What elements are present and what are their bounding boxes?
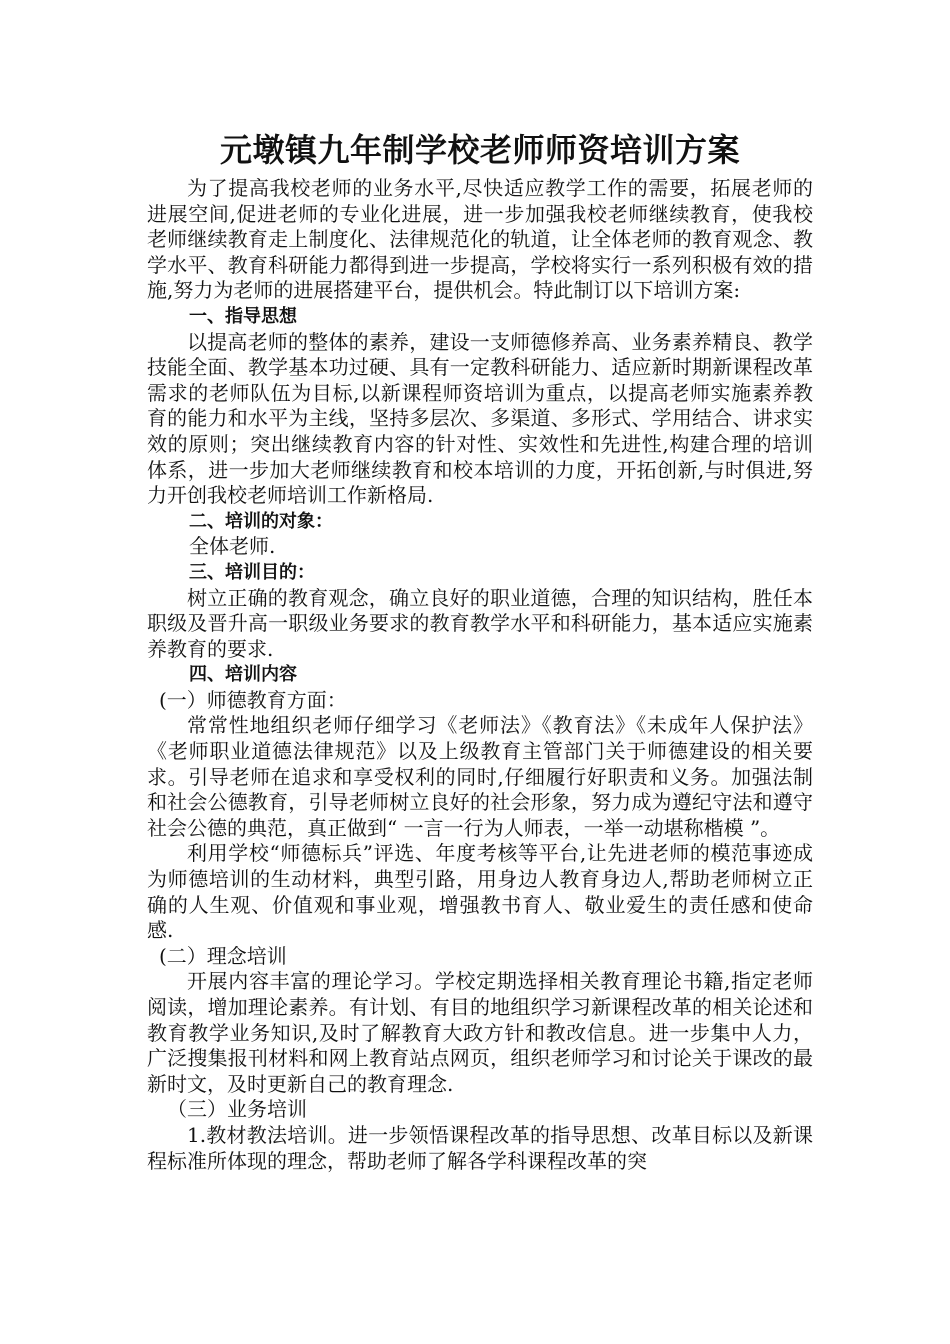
document-page	[147, 128, 813, 1174]
section-heading-training-purpose: 三、培训目的：	[189, 561, 315, 583]
training-purpose-paragraph: 树立正确的教育观念，确立良好的职业道德，合理的知识结构，胜任本职级及晋升高一职级业务要求的教育教学水平和科研能力，基本适应实施素养教育的要求.	[147, 585, 813, 661]
training-targets-text: 全体老师.	[189, 534, 276, 559]
document-title: 元墩镇九年制学校老师师资培训方案	[219, 131, 740, 169]
concept-paragraph: 开展内容丰富的理论学习。学校定期选择相关教育理论书籍,指定老师阅读，增加理论素养。有计划、有目的地组织学习新课程改革的相关论述和教育教学业务知识,及时了解教育大政方针和教改信息。进一步集中人力，广泛搜集报刊材料和网上教育站点网页，组织老师学习和讨论关于课改的最新时文，及时更新自己的教育理念.	[147, 969, 813, 1096]
section-heading-guiding-ideology: 一、指导思想	[189, 305, 297, 327]
guiding-ideology-paragraph: 以提高老师的整体的素养，建设一支师德修养高、业务素养精良、教学技能全面、教学基本功过硬、具有一定教科研能力、适应新时期新课程改革需求的老师队伍为目标,以新课程师资培训为重点，以提高老师实施素养教育的能力和水平为主线，坚持多层次、多渠道、多形式、学用结合、讲求实效的原则；突出继续教育内容的针对性、实效性和先进性,构建合理的培训体系，进一步加大老师继续教育和校本培训的力度，开拓创新,与时俱进,努力开创我校老师培训工作新格局.	[147, 329, 813, 508]
subsection-heading-concept: (二）理念培训	[159, 943, 287, 968]
section-heading-training-content: 四、培训内容	[189, 664, 297, 686]
business-paragraph-1: 1.教材教法培训。进一步领悟课程改革的指导思想、改革目标以及新课程标准所体现的理念，帮助老师了解各学科课程改革的突	[147, 1122, 813, 1173]
intro-paragraph: 为了提高我校老师的业务水平,尽快适应教学工作的需要，拓展老师的进展空间,促进老师的专业化进展，进一步加强我校老师继续教育，使我校老师继续教育走上制度化、法律规范化的轨道，让全体老师的教育观念、教学水平、教育科研能力都得到进一步提高，学校将实行一系列积极有效的措施,努力为老师的进展搭建平台，提供机会。特此制订以下培训方案:	[147, 176, 813, 303]
subsection-heading-ethics: (一）师德教育方面：	[159, 687, 347, 712]
ethics-paragraph-2: 利用学校“师德标兵”评选、年度考核等平台,让先进老师的模范事迹成为师德培训的生动材料，典型引路，用身边人教育身边人,帮助老师树立正确的人生观、价值观和事业观，增强教书育人、敬业爱生的责任感和使命感.	[147, 841, 813, 943]
subsection-heading-business: （三）业务培训	[167, 1097, 307, 1122]
section-heading-training-targets: 二、培训的对象：	[189, 510, 333, 532]
ethics-paragraph-1: 常常性地组织老师仔细学习《老师法》《教育法》《未成年人保护法》《老师职业道德法律规范》以及上级教育主管部门关于师德建设的相关要求。引导老师在追求和享受权利的同时,仔细履行好职责和义务。加强法制和社会公德教育，引导老师树立良好的社会形象，努力成为遵纪守法和遵守社会公德的典范，真正做到“ 一言一行为人师表，一举一动堪称楷模 ”。	[147, 713, 813, 840]
